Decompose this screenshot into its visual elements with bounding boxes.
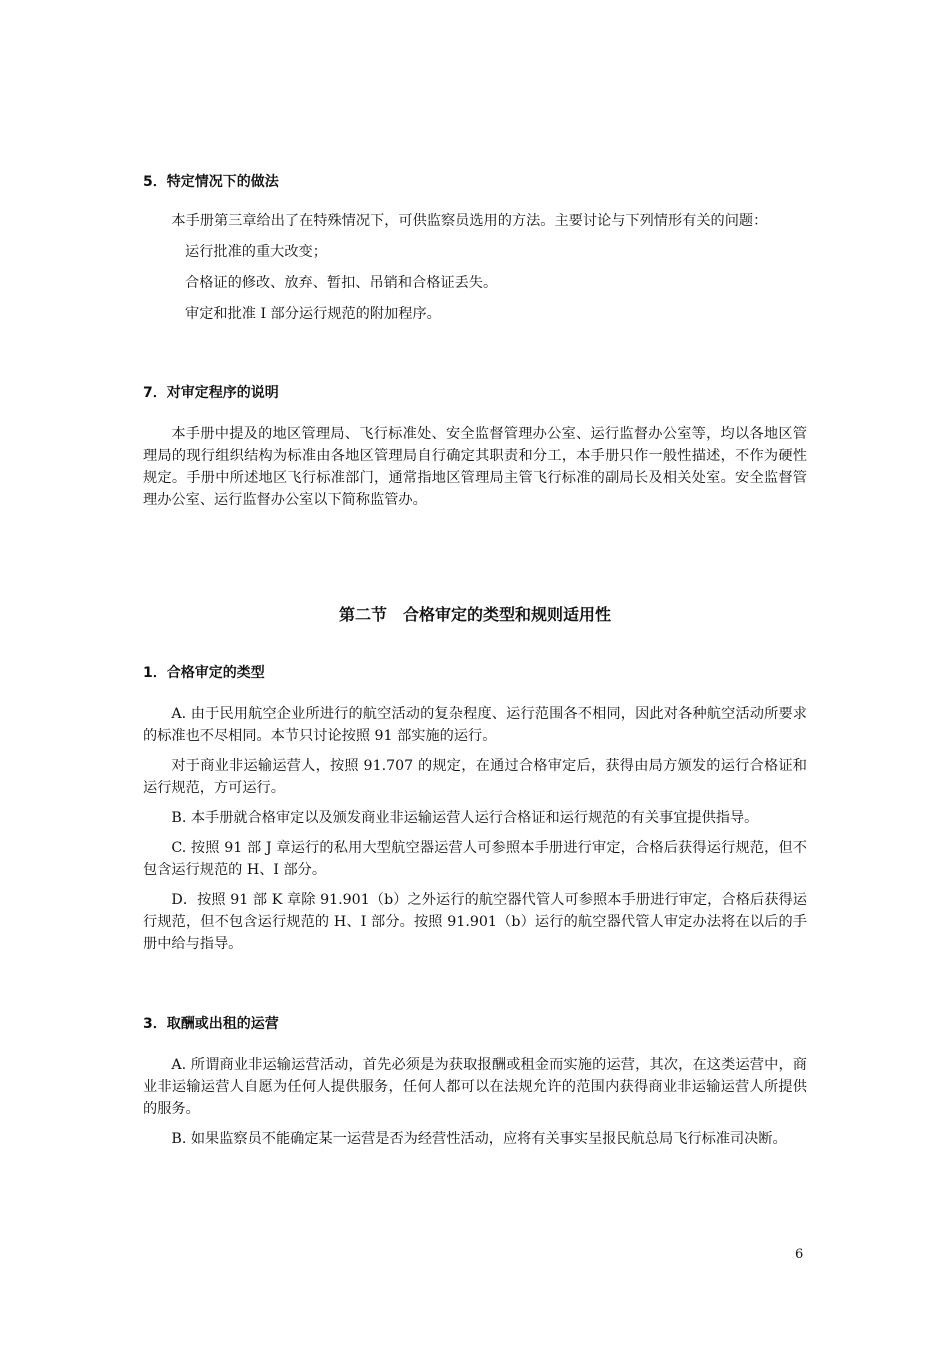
heading-3: 3．取酬或出租的运营 xyxy=(143,1016,279,1032)
paragraph: B. 如果监察员不能确定某一运营是否为经营性活动，应将有关事实呈报民航总局飞行标准司决断。 xyxy=(171,1131,787,1147)
paragraph: C. 按照 91 部 J 章运行的私用大型航空器运营人可参照本手册进行审定，合格后获得运行规范，但不包含运行规范的 H、I 部分。 xyxy=(143,840,807,878)
paragraph: 本手册中提及的地区管理局、飞行标准处、安全监督管理办公室、运行监督办公室等，均以各地区管理局的现行组织结构为标准由各地区管理局自行确定其职责和分工，本手册只作一般性描述，不作为硬性规定。手册中所述地区飞行标准部门，通常指地区管理局主管飞行标准的副局长及相关处室。安全监督管理办公室、运行监督办公室以下简称监管办。 xyxy=(143,426,807,508)
paragraph: A. 由于民用航空企业所进行的航空活动的复杂程度、运行范围各不相同，因此对各种航空活动所要求的标准也不尽相同。本节只讨论按照 91 部实施的运行。 xyxy=(143,706,807,744)
paragraph: D．按照 91 部 K 章除 91.901（b）之外运行的航空器代管人可参照本手册进行审定，合格后获得运行规范，但不包含运行规范的 H、I 部分。按照 91.901（b）运行的航空器代管人审定办法将在以后的手册中给与指导。 xyxy=(143,892,807,952)
paragraph: 对于商业非运输运营人，按照 91.707 的规定，在通过合格审定后，获得由局方颁发的运行合格证和运行规范，方可运行。 xyxy=(143,758,807,796)
section-2-title: 第二节 合格审定的类型和规则适用性 xyxy=(338,605,611,624)
list-item: 审定和批准 I 部分运行规范的附加程序。 xyxy=(185,306,441,322)
heading-5: 5．特定情况下的做法 xyxy=(143,174,279,190)
paragraph: A. 所谓商业非运输运营活动，首先必须是为获取报酬或租金而实施的运营，其次，在这类运营中，商业非运输运营人自愿为任何人提供服务，任何人都可以在法规允许的范围内获得商业非运输运营人所提供的服务。 xyxy=(143,1057,807,1117)
page-number: 6 xyxy=(795,1247,804,1262)
section-3 xyxy=(143,1014,807,1150)
list-item: 合格证的修改、放弃、暂扣、吊销和合格证丢失。 xyxy=(185,275,498,291)
section-7 xyxy=(143,383,807,511)
section-5 xyxy=(143,172,807,325)
paragraph: B. 本手册就合格审定以及颁发商业非运输运营人运行合格证和运行规范的有关事宜提供指导。 xyxy=(171,810,759,826)
heading-1: 1．合格审定的类型 xyxy=(143,665,265,681)
list-item: 运行批准的重大改变； xyxy=(185,244,327,260)
heading-7: 7．对审定程序的说明 xyxy=(143,385,279,401)
paragraph: 本手册第三章给出了在特殊情况下，可供监察员选用的方法。主要讨论与下列情形有关的问题： xyxy=(171,213,768,229)
section-1 xyxy=(143,663,807,955)
